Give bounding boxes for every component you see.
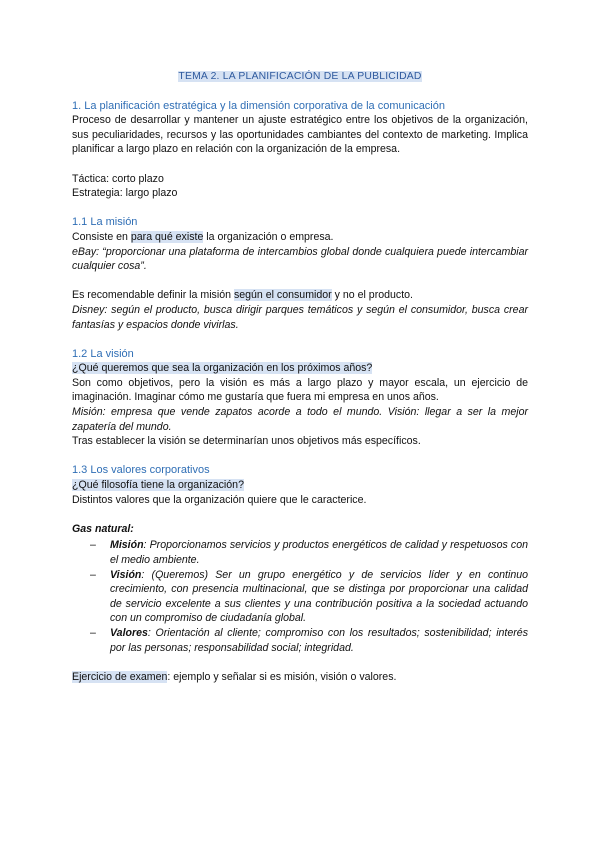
mision-definition: Consiste en para qué existe la organización o empresa. — [72, 230, 334, 243]
gas-natural-list — [72, 538, 528, 655]
vision-after: Tras establecer la visión se determinarían unos objetivos más específicos. — [72, 435, 421, 448]
list-item-valores: – Valores: Orientación al cliente; compromiso con los resultados; sostenibilidad; interés por las personas; responsabilidad social; integridad. — [110, 626, 528, 655]
highlight-ejercicio: Ejercicio de examen — [72, 670, 168, 683]
highlight-segun-consumidor: según el consumidor — [233, 289, 332, 302]
mision-recommendation: Es recomendable definir la misión según el consumidor y no el producto. — [72, 289, 413, 302]
section-heading-mision: 1.1 La misión — [72, 216, 138, 229]
valores-question: ¿Qué filosofía tiene la organización? — [72, 479, 244, 492]
section-heading-vision: 1.2 La visión — [72, 347, 134, 360]
section-heading-valores: 1.3 Los valores corporativos — [72, 464, 210, 477]
estrategia-line: Estrategia: largo plazo — [72, 187, 178, 200]
page-title: TEMA 2. LA PLANIFICACIÓN DE LA PUBLICIDAD — [178, 71, 422, 82]
exercise-line: Ejercicio de examen: ejemplo y señalar si es misión, visión o valores. — [72, 670, 397, 683]
document-page — [72, 70, 528, 684]
list-item-mision: – Misión: Proporcionamos servicios y productos energéticos de calidad y respetuosos con el medio ambiente. — [110, 538, 528, 567]
paragraph-planificacion: Proceso de desarrollar y mantener un ajuste estratégico entre los objetivos de la organización, sus peculiaridades, recursos y las oportunidades cambiantes del contexto de marketing. Implica planificar a largo plazo en relación con la organización de la empresa. — [72, 114, 528, 156]
valores-body: Distintos valores que la organización quiere que le caracterice. — [72, 493, 367, 506]
highlight-para-que-existe: para qué existe — [130, 230, 204, 243]
gas-natural-heading: Gas natural: — [72, 522, 134, 535]
disney-example: Disney: según el producto, busca dirigir parques temáticos y según el consumidor, busca crear fantasías y espacios donde vivirlas. — [72, 303, 528, 331]
vision-body: Son como objetivos, pero la visión es más a largo plazo y mayor escala, un ejercicio de imaginación. Imaginar cómo me gustaría que fuera mi empresa en unos años. — [72, 376, 528, 404]
list-item-vision: – Visión: (Queremos) Ser un grupo energético y de servicios líder y en continuo crecimiento, con presencia multinacional, que se distinga por proporcionar una calidad de servicio excelente a sus clientes y una contribución positiva a la sociedad actuando con un compromiso de ciudadanía global. — [110, 568, 528, 626]
vision-question: ¿Qué queremos que sea la organización en los próximos años? — [72, 362, 373, 375]
ebay-example: eBay: “proporcionar una plataforma de intercambios global donde cualquiera puede intercambiar cualquier cosa”. — [72, 245, 528, 273]
vision-example: Misión: empresa que vende zapatos acorde a todo el mundo. Visión: llegar a ser la mejor zapatería del mundo. — [72, 406, 528, 433]
section-heading-planificacion: 1. La planificación estratégica y la dimensión corporativa de la comunicación — [72, 99, 445, 112]
tactica-line: Táctica: corto plazo — [72, 172, 164, 185]
